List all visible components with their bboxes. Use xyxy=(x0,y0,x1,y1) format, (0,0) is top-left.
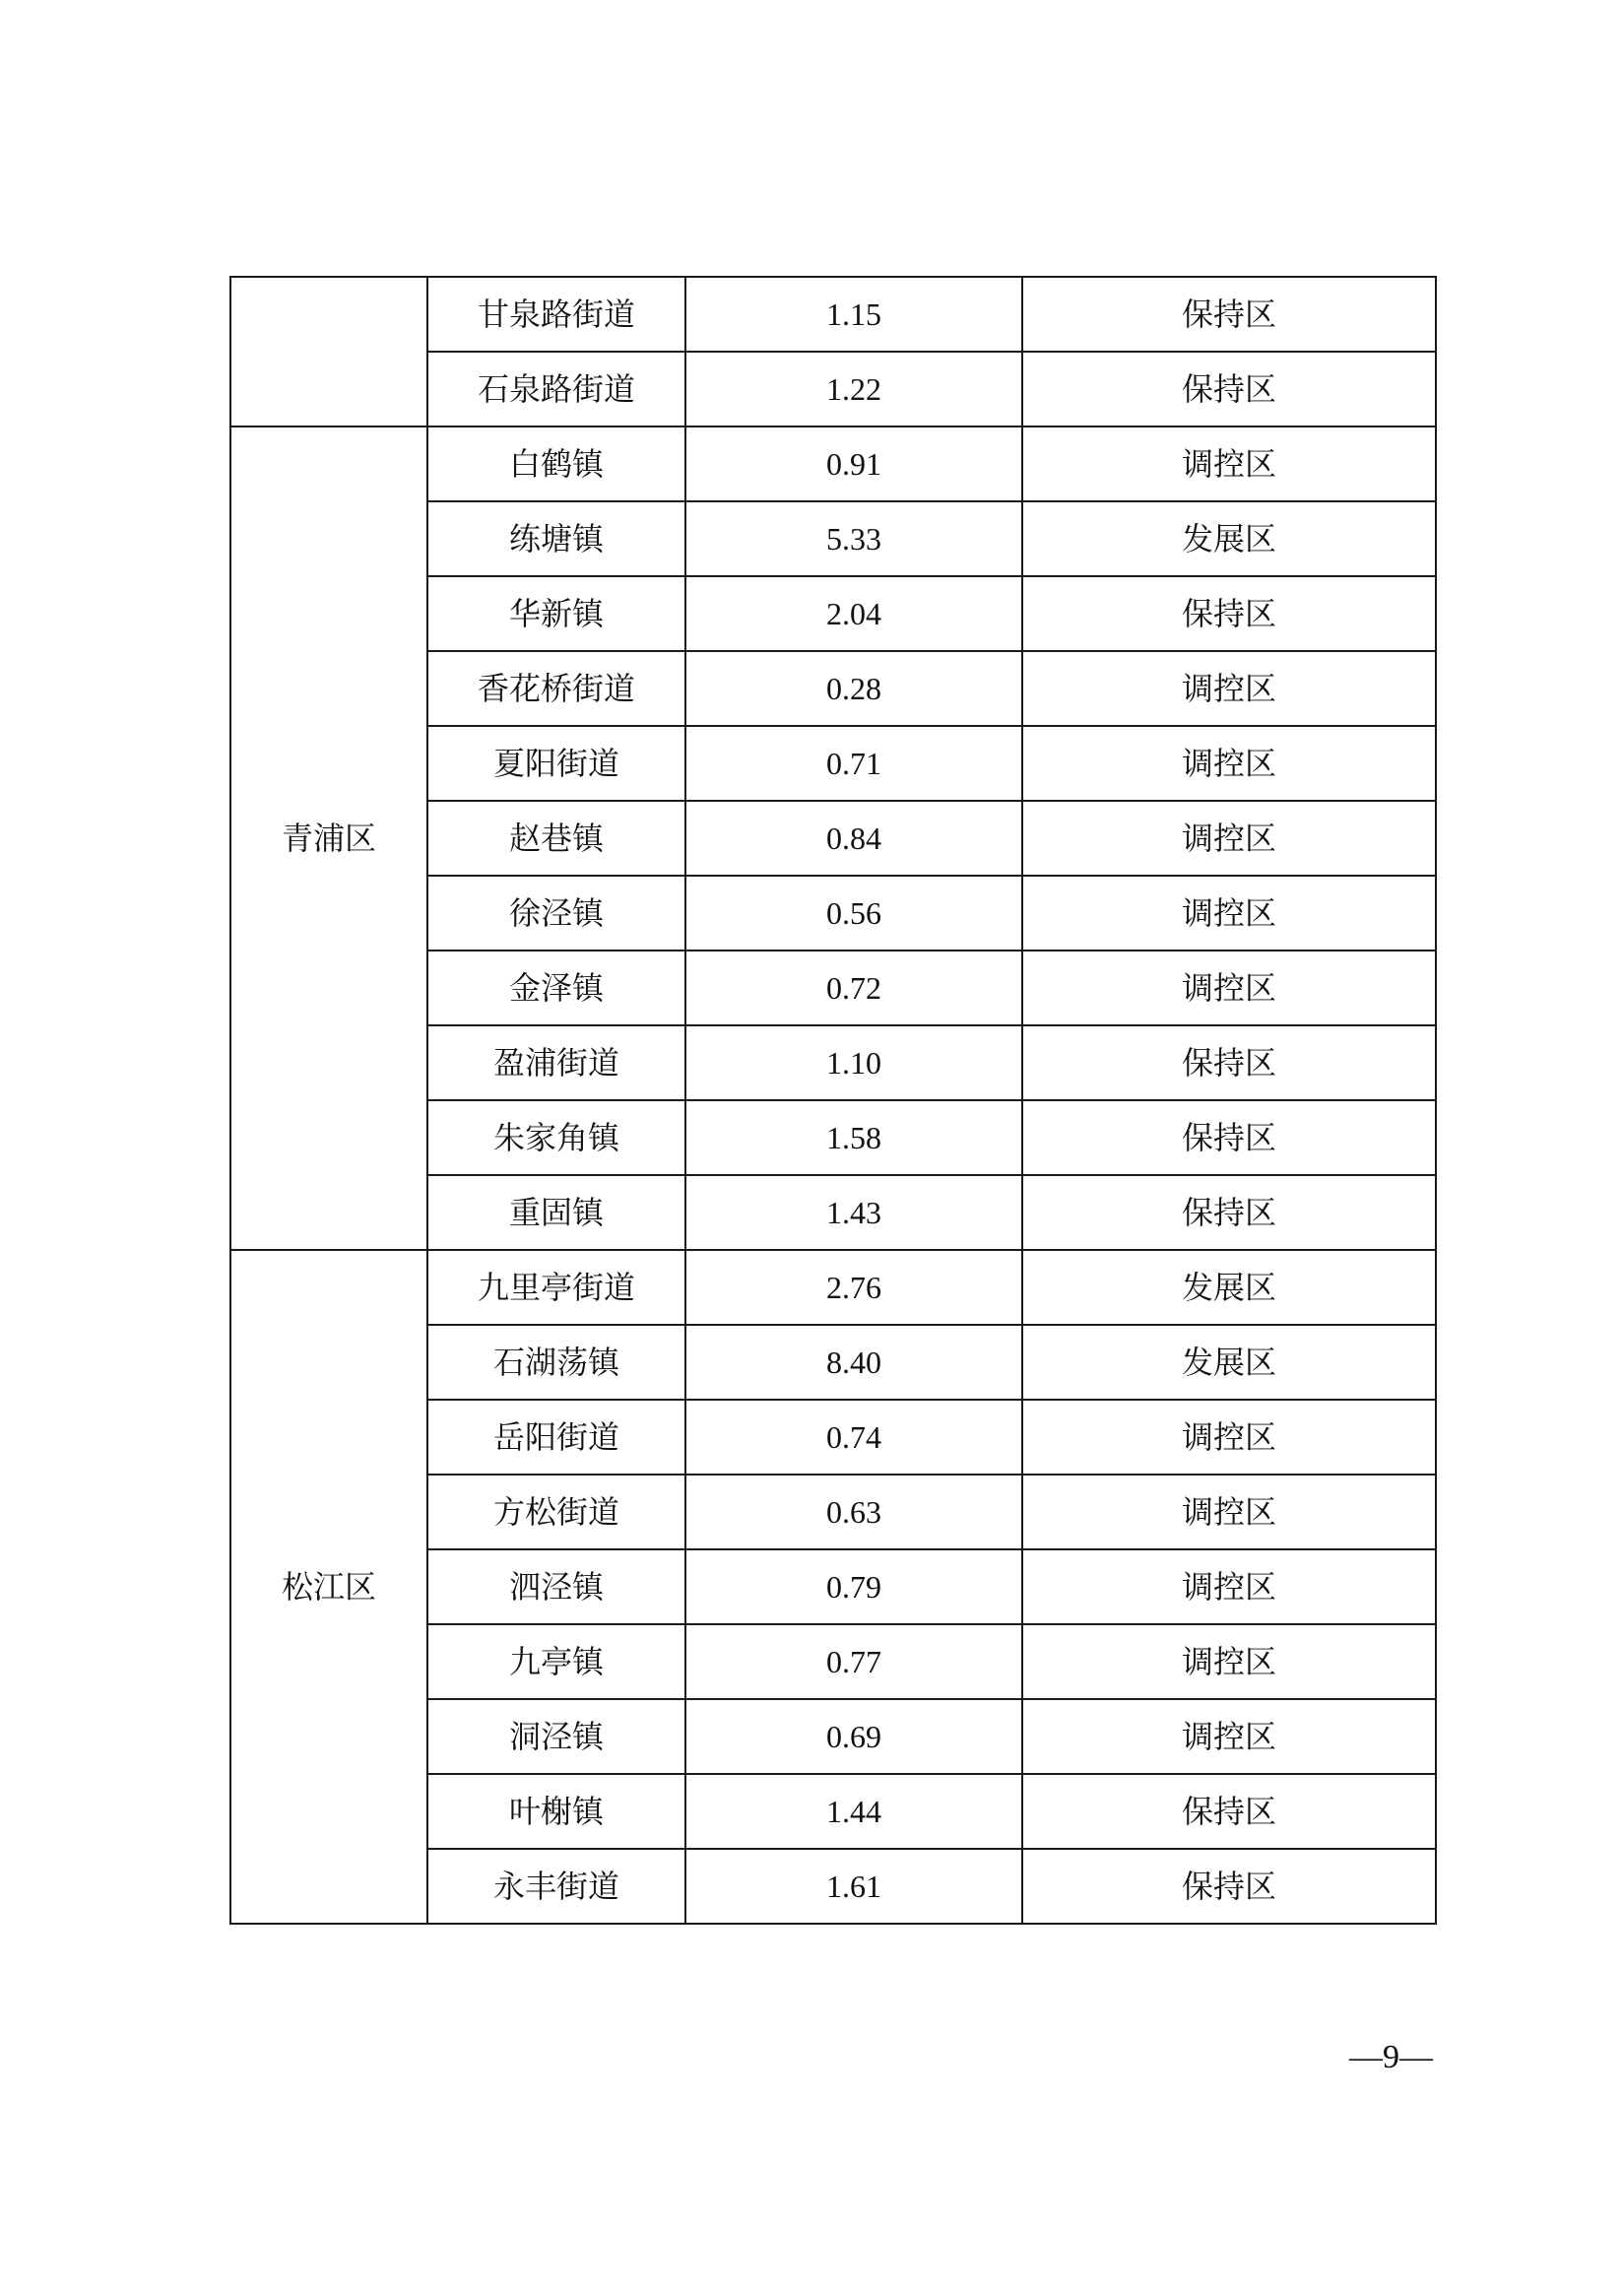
value-cell: 0.77 xyxy=(685,1624,1022,1699)
zone-cell: 调控区 xyxy=(1022,951,1436,1025)
zone-cell: 保持区 xyxy=(1022,1774,1436,1849)
table-row xyxy=(230,277,1436,352)
zone-cell: 调控区 xyxy=(1022,1624,1436,1699)
value-cell: 8.40 xyxy=(685,1325,1022,1400)
zone-cell: 调控区 xyxy=(1022,1699,1436,1774)
zone-cell: 调控区 xyxy=(1022,876,1436,951)
zone-cell: 发展区 xyxy=(1022,1325,1436,1400)
table-body xyxy=(230,277,1436,1924)
name-cell: 岳阳街道 xyxy=(427,1400,685,1475)
name-cell: 泗泾镇 xyxy=(427,1549,685,1624)
name-cell: 甘泉路街道 xyxy=(427,277,685,352)
value-cell: 0.79 xyxy=(685,1549,1022,1624)
zone-cell: 调控区 xyxy=(1022,726,1436,801)
name-cell: 华新镇 xyxy=(427,576,685,651)
name-cell: 石泉路街道 xyxy=(427,352,685,426)
zone-cell: 调控区 xyxy=(1022,1549,1436,1624)
name-cell: 练塘镇 xyxy=(427,501,685,576)
value-cell: 0.91 xyxy=(685,426,1022,501)
district-cell xyxy=(230,277,427,426)
name-cell: 香花桥街道 xyxy=(427,651,685,726)
name-cell: 盈浦街道 xyxy=(427,1025,685,1100)
district-cell: 青浦区 xyxy=(230,426,427,1250)
table-row xyxy=(230,426,1436,501)
value-cell: 2.04 xyxy=(685,576,1022,651)
zone-cell: 保持区 xyxy=(1022,277,1436,352)
zone-cell: 保持区 xyxy=(1022,352,1436,426)
name-cell: 九亭镇 xyxy=(427,1624,685,1699)
value-cell: 1.61 xyxy=(685,1849,1022,1924)
district-zone-table xyxy=(229,276,1437,1925)
zone-cell: 调控区 xyxy=(1022,1475,1436,1549)
zone-cell: 保持区 xyxy=(1022,1100,1436,1175)
zone-cell: 调控区 xyxy=(1022,801,1436,876)
value-cell: 0.84 xyxy=(685,801,1022,876)
table-row xyxy=(230,1250,1436,1325)
zone-cell: 发展区 xyxy=(1022,501,1436,576)
name-cell: 方松街道 xyxy=(427,1475,685,1549)
value-cell: 0.63 xyxy=(685,1475,1022,1549)
page-number: —9— xyxy=(1349,2039,1433,2075)
zone-cell: 保持区 xyxy=(1022,1849,1436,1924)
name-cell: 徐泾镇 xyxy=(427,876,685,951)
zone-cell: 调控区 xyxy=(1022,1400,1436,1475)
name-cell: 重固镇 xyxy=(427,1175,685,1250)
value-cell: 5.33 xyxy=(685,501,1022,576)
value-cell: 0.56 xyxy=(685,876,1022,951)
value-cell: 0.69 xyxy=(685,1699,1022,1774)
zone-cell: 调控区 xyxy=(1022,426,1436,501)
name-cell: 石湖荡镇 xyxy=(427,1325,685,1400)
name-cell: 夏阳街道 xyxy=(427,726,685,801)
value-cell: 1.10 xyxy=(685,1025,1022,1100)
name-cell: 白鹤镇 xyxy=(427,426,685,501)
value-cell: 0.74 xyxy=(685,1400,1022,1475)
zone-cell: 保持区 xyxy=(1022,1175,1436,1250)
name-cell: 朱家角镇 xyxy=(427,1100,685,1175)
zone-cell: 保持区 xyxy=(1022,576,1436,651)
value-cell: 0.72 xyxy=(685,951,1022,1025)
zone-cell: 调控区 xyxy=(1022,651,1436,726)
value-cell: 0.28 xyxy=(685,651,1022,726)
zone-cell: 保持区 xyxy=(1022,1025,1436,1100)
value-cell: 0.71 xyxy=(685,726,1022,801)
value-cell: 1.15 xyxy=(685,277,1022,352)
value-cell: 1.58 xyxy=(685,1100,1022,1175)
name-cell: 叶榭镇 xyxy=(427,1774,685,1849)
name-cell: 永丰街道 xyxy=(427,1849,685,1924)
name-cell: 金泽镇 xyxy=(427,951,685,1025)
value-cell: 1.43 xyxy=(685,1175,1022,1250)
name-cell: 赵巷镇 xyxy=(427,801,685,876)
name-cell: 洞泾镇 xyxy=(427,1699,685,1774)
name-cell: 九里亭街道 xyxy=(427,1250,685,1325)
zone-cell: 发展区 xyxy=(1022,1250,1436,1325)
value-cell: 1.44 xyxy=(685,1774,1022,1849)
value-cell: 2.76 xyxy=(685,1250,1022,1325)
district-cell: 松江区 xyxy=(230,1250,427,1924)
value-cell: 1.22 xyxy=(685,352,1022,426)
